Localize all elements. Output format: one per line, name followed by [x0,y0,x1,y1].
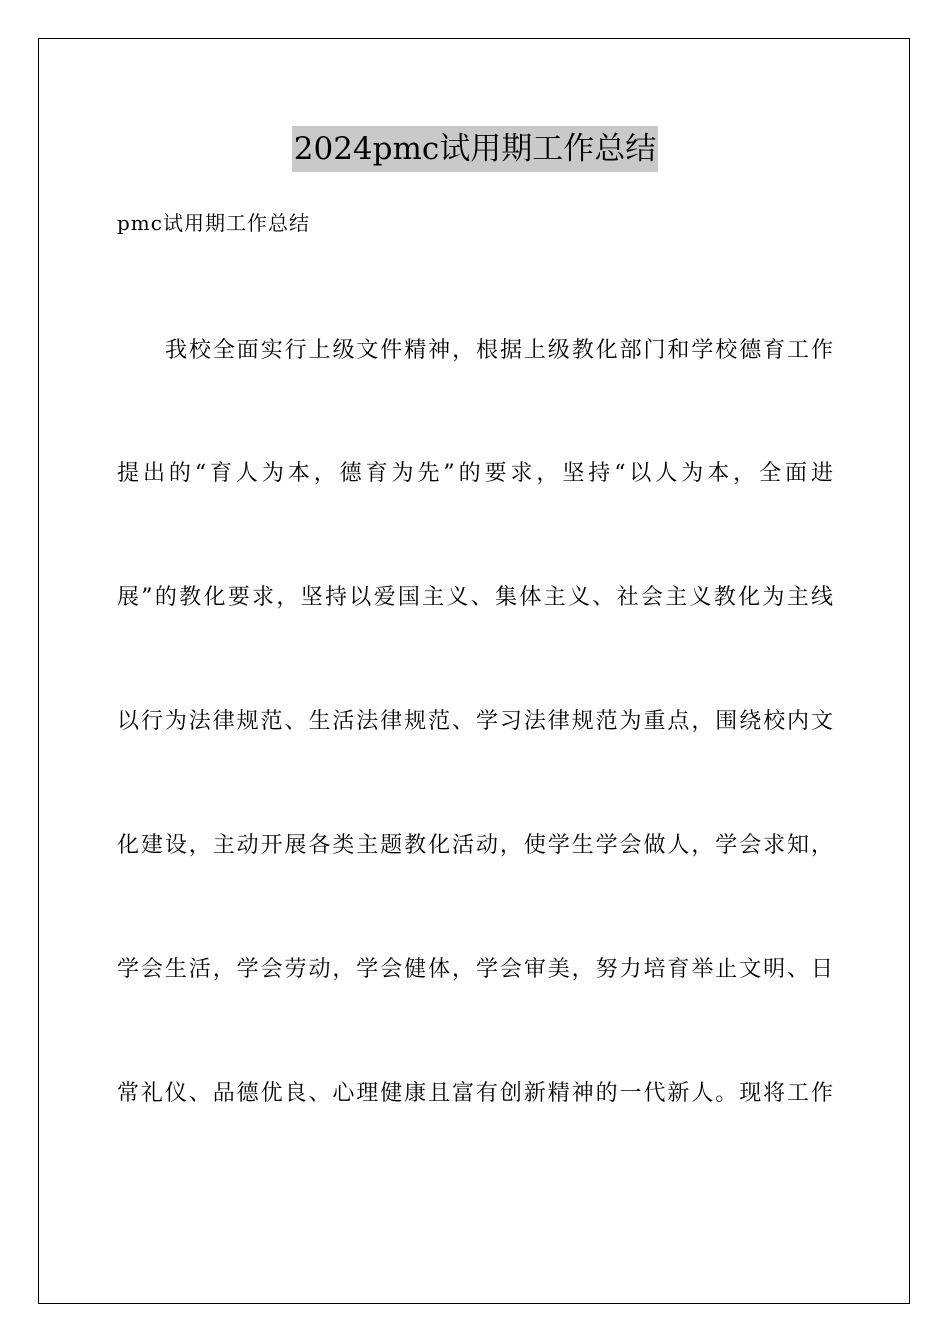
paragraph-line-7: 常礼仪、品德优良、心理健康且富有创新精神的一代新人。现将工作 [117,1081,833,1106]
document-title [0,126,950,172]
paragraph-line-6: 学会生活，学会劳动，学会健体，学会审美，努力培育举止文明、日 [117,957,833,982]
document-title-text: 2024pmc试用期工作总结 [292,126,659,172]
document-subtitle: pmc试用期工作总结 [117,211,310,235]
paragraph-line-1: 我校全面实行上级文件精神，根据上级教化部门和学校德育工作 [165,338,833,363]
paragraph-line-2: 提出的“育人为本，德育为先”的要求，坚持“以人为本，全面进 [117,461,833,486]
paragraph-line-4: 以行为法律规范、生活法律规范、学习法律规范为重点，围绕校内文 [117,709,833,734]
paragraph-line-5: 化建设，主动开展各类主题教化活动，使学生学会做人，学会求知， [117,833,833,858]
paragraph-line-3: 展”的教化要求，坚持以爱国主义、集体主义、社会主义教化为主线 [117,585,833,610]
